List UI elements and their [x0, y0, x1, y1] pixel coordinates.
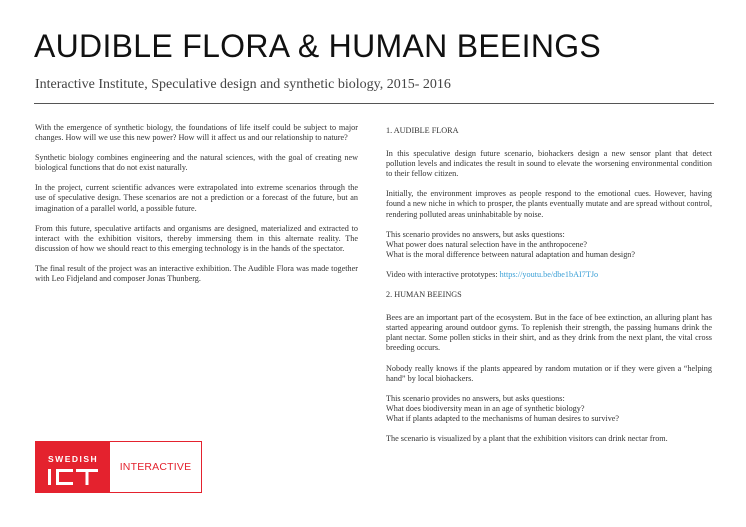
page-title: AUDIBLE FLORA & HUMAN BEEINGS	[34, 28, 602, 64]
header-divider	[34, 103, 714, 104]
section-paragraph: Initially, the environment improves as people respond to the emotional cues. However, having found a new niche in which to prosper, the plants eventually mutate and are spread without control, rendering polluted areas uninhabitable by noise.	[386, 189, 712, 219]
questions-intro: This scenario provides no answers, but asks questions:	[386, 229, 565, 239]
video-label: Video with interactive prototypes:	[386, 269, 500, 279]
intro-paragraph: The final result of the project was an interactive exhibition. The Audible Flora was made together with Leo Fidjeland and composer Jonas Thunberg.	[35, 263, 358, 284]
intro-paragraph: From this future, speculative artifacts and organisms are designed, materialized and extracted to interact with the exhibition visitors, thereby immersing them in this alternate reality. The discussion of how we should react to this emerging technology is in the hands of the spectator.	[35, 223, 358, 253]
intro-paragraph: With the emergence of synthetic biology, the foundations of life itself could be subject to major changes. How will we use this new power? How will it affect us and our relationship to nature?	[35, 123, 358, 143]
section-heading-human-beeings: 2. HUMAN BEEINGS	[386, 290, 462, 300]
intro-paragraph: Synthetic biology combines engineering and the natural sciences, with the goal of creating new biological functions that do not exist naturally.	[35, 153, 358, 173]
section-paragraph: In this speculative design future scenario, biohackers design a new sensor plant that detect pollution levels and indicates the result in sound to elevate the worsening environmental condition to their fellow citizen.	[386, 149, 712, 179]
logo-white-block	[110, 441, 202, 493]
scenarios-column	[386, 126, 712, 454]
questions-block	[386, 230, 712, 260]
page-subtitle: Interactive Institute, Speculative design and synthetic biology, 2015- 2016	[35, 77, 451, 92]
intro-column	[35, 123, 358, 294]
questions-intro: This scenario provides no answers, but asks questions:	[386, 393, 565, 403]
swedish-ict-logo	[35, 441, 202, 493]
question-item: What if plants adapted to the mechanisms of human desires to survive?	[386, 413, 620, 423]
logo-interactive-text: INTERACTIVE	[119, 461, 192, 473]
question-item: What does biodiversity mean in an age of synthetic biology?	[386, 403, 585, 413]
ict-mark-icon	[48, 469, 100, 485]
section-paragraph: Bees are an important part of the ecosystem. But in the face of bee extinction, an alluring plant has started appearing around outdoor gyms. To replenish their strength, the passing humans drink the plant nectar. Some pollen sticks in their shirt, and as they drink from the next plant, the vital cross breeding occurs.	[386, 313, 712, 353]
questions-block	[386, 394, 712, 424]
section-paragraph: Nobody really knows if the plants appeared by random mutation or if they were given a “helping hand” by local biohackers.	[386, 363, 712, 383]
logo-swedish-text: SWEDISH	[48, 454, 99, 464]
intro-paragraph: In the project, current scientific advances were extrapolated into extreme scenarios through the use of speculative design. These scenarios are not a prediction or a forecast of the future, but an imagination of a parallel world, a possible future.	[35, 183, 358, 213]
section-paragraph: The scenario is visualized by a plant that the exhibition visitors can drink nectar from.	[386, 433, 668, 443]
video-link[interactable]: https://youtu.be/dbe1bAI7TJo	[499, 269, 599, 279]
question-item: What is the moral difference between natural adaptation and human design?	[386, 249, 636, 259]
logo-red-block	[35, 441, 110, 493]
section-heading-audible-flora: 1. AUDIBLE FLORA	[386, 126, 459, 135]
question-item: What power does natural selection have in the anthropocene?	[386, 239, 587, 249]
video-line	[386, 270, 712, 280]
